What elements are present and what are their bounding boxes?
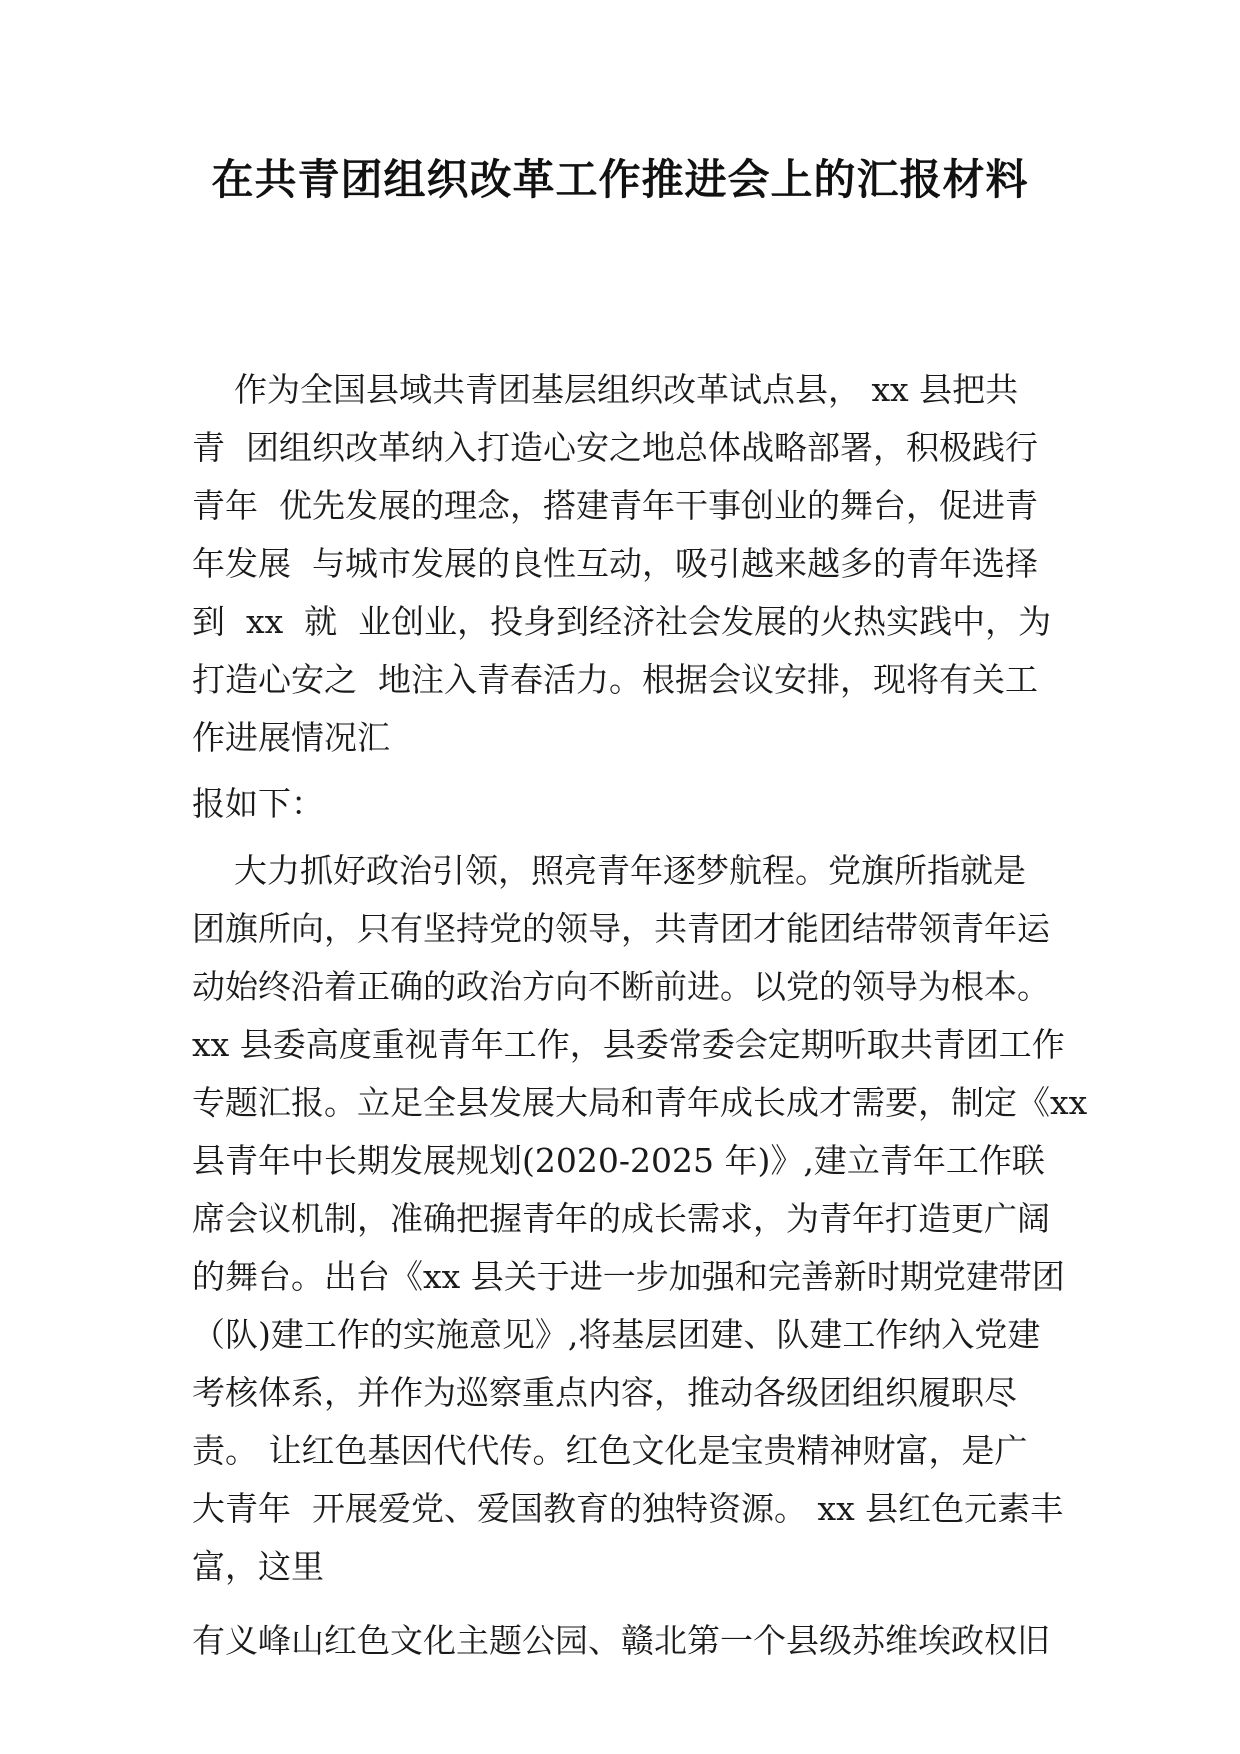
body-line: （队)建工作的实施意见》,将基层团建、队建工作纳入党建 [192,1315,1041,1354]
body-line: 县青年中长期发展规划(2020-2025 年)》,建立青年工作联 [192,1141,1045,1180]
body-line: 团旗所向，只有坚持党的领导，共青团才能团结带领青年运 [192,909,1050,948]
document-title: 在共青团组织改革工作推进会上的汇报材料 [211,155,1029,204]
body-line: 青 团组织改革纳入打造心安之地总体战略部署，积极践行 [192,428,1038,467]
body-line: 责。 让红色基因代代传。红色文化是宝贵精神财富，是广 [192,1431,1028,1470]
body-line: 大青年 开展爱党、爱国教育的独特资源。 xx 县红色元素丰 [192,1489,1064,1528]
body-line: 富，这里 [192,1547,324,1586]
body-line: 作为全国县域共青团基层组织改革试点县， xx 县把共 [192,370,1019,409]
body-line: 大力抓好政治引领，照亮青年逐梦航程。党旗所指就是 [192,851,1026,890]
body-line: 考核体系，并作为巡察重点内容，推动各级团组织履职尽 [192,1373,1017,1412]
body-line: 席会议机制，准确把握青年的成长需求，为青年打造更广阔 [192,1199,1050,1238]
body-line: 报如下： [192,784,324,823]
body-line: 有义峰山红色文化主题公园、赣北第一个县级苏维埃政权旧 [192,1621,1050,1660]
body-line: 的舞台。出台《xx 县关于进一步加强和完善新时期党建带团 [192,1257,1065,1296]
body-line: xx 县委高度重视青年工作，县委常委会定期听取共青团工作 [192,1025,1065,1064]
body-line: 打造心安之 地注入青春活力。根据会议安排，现将有关工 [192,660,1038,699]
body-line: 专题汇报。立足全县发展大局和青年成长成才需要，制定《xx [192,1083,1088,1122]
body-line: 年发展 与城市发展的良性互动，吸引越来越多的青年选择 [192,544,1038,583]
body-line: 动始终沿着正确的政治方向不断前进。以党的领导为根本。 [192,967,1050,1006]
body-line: 到 xx 就 业创业，投身到经济社会发展的火热实践中，为 [192,602,1052,641]
body-line: 青年 优先发展的理念，搭建青年干事创业的舞台，促进青 [192,486,1038,525]
body-line: 作进展情况汇 [192,718,390,757]
